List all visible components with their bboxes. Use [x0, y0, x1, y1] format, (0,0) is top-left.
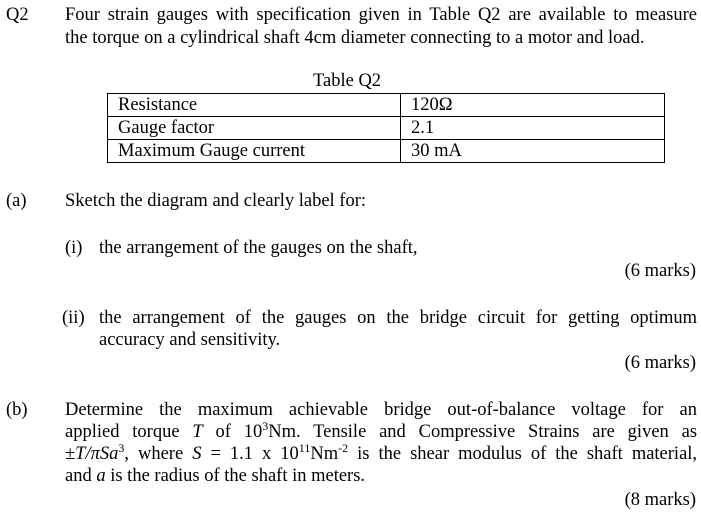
part-b-marks: (8 marks): [624, 490, 696, 510]
part-a-ii-line-2: accuracy and sensitivity.: [99, 330, 281, 350]
part-a-text: Sketch the diagram and clearly label for:: [65, 191, 367, 211]
exponent: 3: [118, 441, 125, 455]
table-row: [108, 117, 665, 140]
part-b-line-2: [65, 421, 697, 443]
part-b-text: is the shear modulus of the shaft material,: [357, 444, 698, 464]
table-cell-value: 120Ω: [401, 94, 665, 117]
part-b-text: Nm. Tensile and Compressive Strains are given as: [268, 422, 698, 442]
part-b-label: (b): [6, 400, 28, 420]
question-intro-line-1: Four strain gauges with specification given in Table Q2 are available to measure: [65, 5, 697, 25]
table-row: [108, 140, 665, 163]
exponent: 11: [298, 441, 311, 455]
exponent: 3: [262, 419, 269, 433]
part-b-line-4: [65, 465, 365, 487]
part-a-label: (a): [6, 191, 27, 211]
part-a-ii-number: (ii): [62, 308, 85, 328]
part-a-i-marks: (6 marks): [624, 261, 696, 281]
shear-modulus-variable: S: [192, 444, 202, 464]
part-b-text: , where: [124, 444, 184, 464]
radius-variable: a: [96, 466, 106, 486]
part-b-text: is the radius of the shaft in meters.: [110, 466, 366, 486]
table-cell-value: 30 mA: [401, 140, 665, 163]
question-number: Q2: [6, 5, 29, 25]
part-b-text: of 10: [215, 422, 263, 442]
table-cell-value: 2.1: [401, 117, 665, 140]
table-cell-parameter: Maximum Gauge current: [108, 140, 401, 163]
specification-table: [107, 93, 665, 163]
part-b-text: Nm: [310, 444, 339, 464]
part-b-text: and: [65, 466, 92, 486]
table-cell-parameter: Resistance: [108, 94, 401, 117]
part-b-text: applied torque: [65, 422, 180, 442]
question-intro-line-2: the torque on a cylindrical shaft 4cm diameter connecting to a motor and load.: [65, 28, 645, 48]
part-a-i-text: the arrangement of the gauges on the shaft,: [99, 238, 418, 258]
part-a-ii-marks: (6 marks): [624, 353, 696, 373]
exponent: -2: [338, 441, 349, 455]
part-b-line-3: [65, 443, 697, 465]
table-row: [108, 94, 665, 117]
part-a-i-number: (i): [65, 238, 83, 258]
strain-formula: ±T/πSa: [65, 444, 119, 464]
table-caption: Table Q2: [313, 71, 382, 91]
part-a-ii-line-1: the arrangement of the gauges on the bridge circuit for getting optimum: [99, 308, 697, 328]
part-b-line-1: Determine the maximum achievable bridge out-of-balance voltage for an: [65, 400, 697, 420]
torque-variable: T: [192, 422, 203, 442]
part-b-text: = 1.1 x 10: [210, 444, 299, 464]
table-cell-parameter: Gauge factor: [108, 117, 401, 140]
